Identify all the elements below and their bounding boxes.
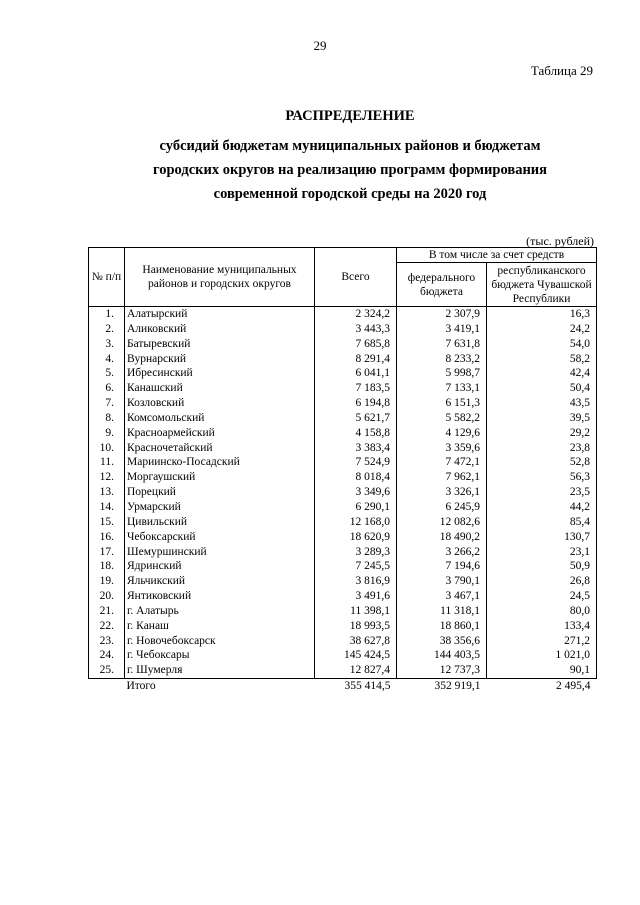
row-name-cell: г. Алатырь: [125, 604, 315, 619]
row-federal-cell: 18 860,1: [397, 619, 487, 634]
row-total-cell: 3 491,6: [315, 589, 397, 604]
row-name-cell: Вурнарский: [125, 352, 315, 367]
row-total-cell: 7 245,5: [315, 559, 397, 574]
page-number: 29: [313, 38, 327, 53]
title-line: городских округов на реализацию программ формирования: [153, 162, 547, 178]
table-row: [89, 411, 597, 426]
title-main: РАСПРЕДЕЛЕНИЕ: [285, 108, 415, 124]
row-name-cell: Мариинско-Посадский: [125, 455, 315, 470]
table-row: [89, 307, 597, 322]
row-republican-cell: 52,8: [487, 455, 597, 470]
header-number: № п/п: [89, 248, 125, 307]
row-number-cell: 11.: [89, 455, 125, 470]
row-total-cell: 8 291,4: [315, 352, 397, 367]
table-row: [89, 634, 597, 649]
table-body: [89, 307, 597, 694]
row-federal-cell: 3 419,1: [397, 322, 487, 337]
row-name-cell: Ядринский: [125, 559, 315, 574]
total-number-cell: [89, 679, 125, 694]
row-number-cell: 16.: [89, 530, 125, 545]
row-name-cell: Цивильский: [125, 515, 315, 530]
row-republican-cell: 58,2: [487, 352, 597, 367]
row-federal-cell: 38 356,6: [397, 634, 487, 649]
row-republican-cell: 56,3: [487, 470, 597, 485]
row-total-cell: 7 685,8: [315, 337, 397, 352]
row-number-cell: 4.: [89, 352, 125, 367]
table-row: [89, 441, 597, 456]
row-federal-cell: 18 490,2: [397, 530, 487, 545]
row-number-cell: 10.: [89, 441, 125, 456]
row-name-cell: Красноармейский: [125, 426, 315, 441]
row-federal-cell: 2 307,9: [397, 307, 487, 322]
row-republican-cell: 23,5: [487, 485, 597, 500]
row-total-cell: 6 290,1: [315, 500, 397, 515]
row-republican-cell: 80,0: [487, 604, 597, 619]
table-row: [89, 589, 597, 604]
header-incl-group: В том числе за счет средств: [397, 248, 597, 263]
row-total-cell: 6 194,8: [315, 396, 397, 411]
row-total-cell: 18 993,5: [315, 619, 397, 634]
row-federal-cell: 12 082,6: [397, 515, 487, 530]
row-number-cell: 15.: [89, 515, 125, 530]
row-republican-cell: 39,5: [487, 411, 597, 426]
row-name-cell: Аликовский: [125, 322, 315, 337]
row-republican-cell: 50,9: [487, 559, 597, 574]
row-number-cell: 20.: [89, 589, 125, 604]
row-total-cell: 7 524,9: [315, 455, 397, 470]
total-label-cell: Итого: [126, 680, 156, 693]
table-row: [89, 455, 597, 470]
table-row: [89, 559, 597, 574]
table-row: [89, 396, 597, 411]
subsidy-table: [88, 247, 597, 694]
row-total-cell: 7 183,5: [315, 381, 397, 396]
row-name-cell: Порецкий: [125, 485, 315, 500]
row-name-cell: г. Канаш: [125, 619, 315, 634]
row-name-cell: Шемуршинский: [125, 545, 315, 560]
row-federal-cell: 12 737,3: [397, 663, 487, 678]
row-total-cell: 11 398,1: [315, 604, 397, 619]
total-republican-cell: 2 495,4: [556, 680, 591, 693]
table-row: [89, 515, 597, 530]
row-number-cell: 17.: [89, 545, 125, 560]
row-total-cell: 12 827,4: [315, 663, 397, 678]
row-federal-cell: 5 998,7: [397, 366, 487, 381]
row-number-cell: 2.: [89, 322, 125, 337]
row-federal-cell: 3 790,1: [397, 574, 487, 589]
row-total-cell: 12 168,0: [315, 515, 397, 530]
row-total-cell: 18 620,9: [315, 530, 397, 545]
row-name-cell: Моргаушский: [125, 470, 315, 485]
row-number-cell: 1.: [89, 307, 125, 322]
units-note: (тыс. рублей): [526, 234, 594, 248]
title-line: современной городской среды на 2020 год: [213, 186, 487, 202]
table-row: [89, 574, 597, 589]
row-total-cell: 145 424,5: [315, 648, 397, 663]
row-federal-cell: 144 403,5: [397, 648, 487, 663]
row-number-cell: 9.: [89, 426, 125, 441]
row-total-cell: 3 443,3: [315, 322, 397, 337]
row-total-cell: 3 383,4: [315, 441, 397, 456]
table-row: [89, 545, 597, 560]
row-federal-cell: 6 245,9: [397, 500, 487, 515]
header-federal: федерального бюджета: [397, 263, 487, 307]
row-number-cell: 5.: [89, 366, 125, 381]
row-federal-cell: 7 194,6: [397, 559, 487, 574]
row-republican-cell: 54,0: [487, 337, 597, 352]
header-name: Наименование муниципальных районов и городских округов: [125, 248, 315, 307]
row-federal-cell: 11 318,1: [397, 604, 487, 619]
row-total-cell: 3 349,6: [315, 485, 397, 500]
row-republican-cell: 90,1: [487, 663, 597, 678]
row-number-cell: 14.: [89, 500, 125, 515]
row-number-cell: 25.: [89, 663, 125, 678]
table-row: [89, 648, 597, 663]
row-name-cell: Урмарский: [125, 500, 315, 515]
row-federal-cell: 3 467,1: [397, 589, 487, 604]
table-row: [89, 604, 597, 619]
row-federal-cell: 7 133,1: [397, 381, 487, 396]
row-federal-cell: 5 582,2: [397, 411, 487, 426]
row-number-cell: 24.: [89, 648, 125, 663]
row-republican-cell: 16,3: [487, 307, 597, 322]
row-name-cell: Яльчикский: [125, 574, 315, 589]
table-row: [89, 366, 597, 381]
row-number-cell: 12.: [89, 470, 125, 485]
table-row: [89, 352, 597, 367]
total-sum-cell: 355 414,5: [344, 680, 391, 693]
row-federal-cell: 3 326,1: [397, 485, 487, 500]
row-number-cell: 23.: [89, 634, 125, 649]
row-federal-cell: 7 472,1: [397, 455, 487, 470]
table-row: [89, 485, 597, 500]
row-name-cell: Чебоксарский: [125, 530, 315, 545]
document-title: [70, 108, 630, 206]
row-federal-cell: 6 151,3: [397, 396, 487, 411]
table-row: [89, 663, 597, 678]
row-federal-cell: 4 129,6: [397, 426, 487, 441]
row-name-cell: Ибресинский: [125, 366, 315, 381]
table-row: [89, 381, 597, 396]
row-republican-cell: 85,4: [487, 515, 597, 530]
row-republican-cell: 50,4: [487, 381, 597, 396]
row-number-cell: 18.: [89, 559, 125, 574]
table-row: [89, 426, 597, 441]
table-row: [89, 530, 597, 545]
row-republican-cell: 23,1: [487, 545, 597, 560]
row-name-cell: г. Шумерля: [125, 663, 315, 678]
row-number-cell: 19.: [89, 574, 125, 589]
row-total-cell: 4 158,8: [315, 426, 397, 441]
table-row: [89, 619, 597, 634]
title-line: субсидий бюджетам муниципальных районов и бюджетам: [159, 138, 541, 154]
row-name-cell: Козловский: [125, 396, 315, 411]
table-label: Таблица 29: [530, 63, 593, 78]
row-total-cell: 2 324,2: [315, 307, 397, 322]
row-name-cell: Комсомольский: [125, 411, 315, 426]
row-republican-cell: 44,2: [487, 500, 597, 515]
total-federal-cell: 352 919,1: [434, 680, 481, 693]
row-republican-cell: 42,4: [487, 366, 597, 381]
row-republican-cell: 23,8: [487, 441, 597, 456]
row-name-cell: Красночетайский: [125, 441, 315, 456]
row-number-cell: 13.: [89, 485, 125, 500]
row-total-cell: 6 041,1: [315, 366, 397, 381]
table-row: [89, 337, 597, 352]
row-federal-cell: 3 266,2: [397, 545, 487, 560]
table-row: [89, 470, 597, 485]
row-total-cell: 8 018,4: [315, 470, 397, 485]
header-total: Всего: [315, 248, 397, 307]
row-total-cell: 3 816,9: [315, 574, 397, 589]
row-republican-cell: 24,5: [487, 589, 597, 604]
row-republican-cell: 29,2: [487, 426, 597, 441]
row-federal-cell: 3 359,6: [397, 441, 487, 456]
row-number-cell: 3.: [89, 337, 125, 352]
total-row: [89, 679, 597, 694]
row-federal-cell: 8 233,2: [397, 352, 487, 367]
row-name-cell: Батыревский: [125, 337, 315, 352]
row-republican-cell: 133,4: [487, 619, 597, 634]
header-republican: республиканского бюджета Чувашской Республики: [487, 263, 597, 307]
row-number-cell: 7.: [89, 396, 125, 411]
row-number-cell: 8.: [89, 411, 125, 426]
row-total-cell: 3 289,3: [315, 545, 397, 560]
row-name-cell: г. Чебоксары: [125, 648, 315, 663]
row-republican-cell: 26,8: [487, 574, 597, 589]
table-row: [89, 322, 597, 337]
row-total-cell: 38 627,8: [315, 634, 397, 649]
row-number-cell: 21.: [89, 604, 125, 619]
row-federal-cell: 7 962,1: [397, 470, 487, 485]
row-republican-cell: 24,2: [487, 322, 597, 337]
row-republican-cell: 1 021,0: [487, 648, 597, 663]
row-total-cell: 5 621,7: [315, 411, 397, 426]
row-republican-cell: 271,2: [487, 634, 597, 649]
row-number-cell: 22.: [89, 619, 125, 634]
row-federal-cell: 7 631,8: [397, 337, 487, 352]
table-row: [89, 500, 597, 515]
row-name-cell: г. Новочебоксарск: [125, 634, 315, 649]
row-name-cell: Алатырский: [125, 307, 315, 322]
row-republican-cell: 130,7: [487, 530, 597, 545]
row-number-cell: 6.: [89, 381, 125, 396]
row-name-cell: Янтиковский: [125, 589, 315, 604]
row-name-cell: Канашский: [125, 381, 315, 396]
row-republican-cell: 43,5: [487, 396, 597, 411]
